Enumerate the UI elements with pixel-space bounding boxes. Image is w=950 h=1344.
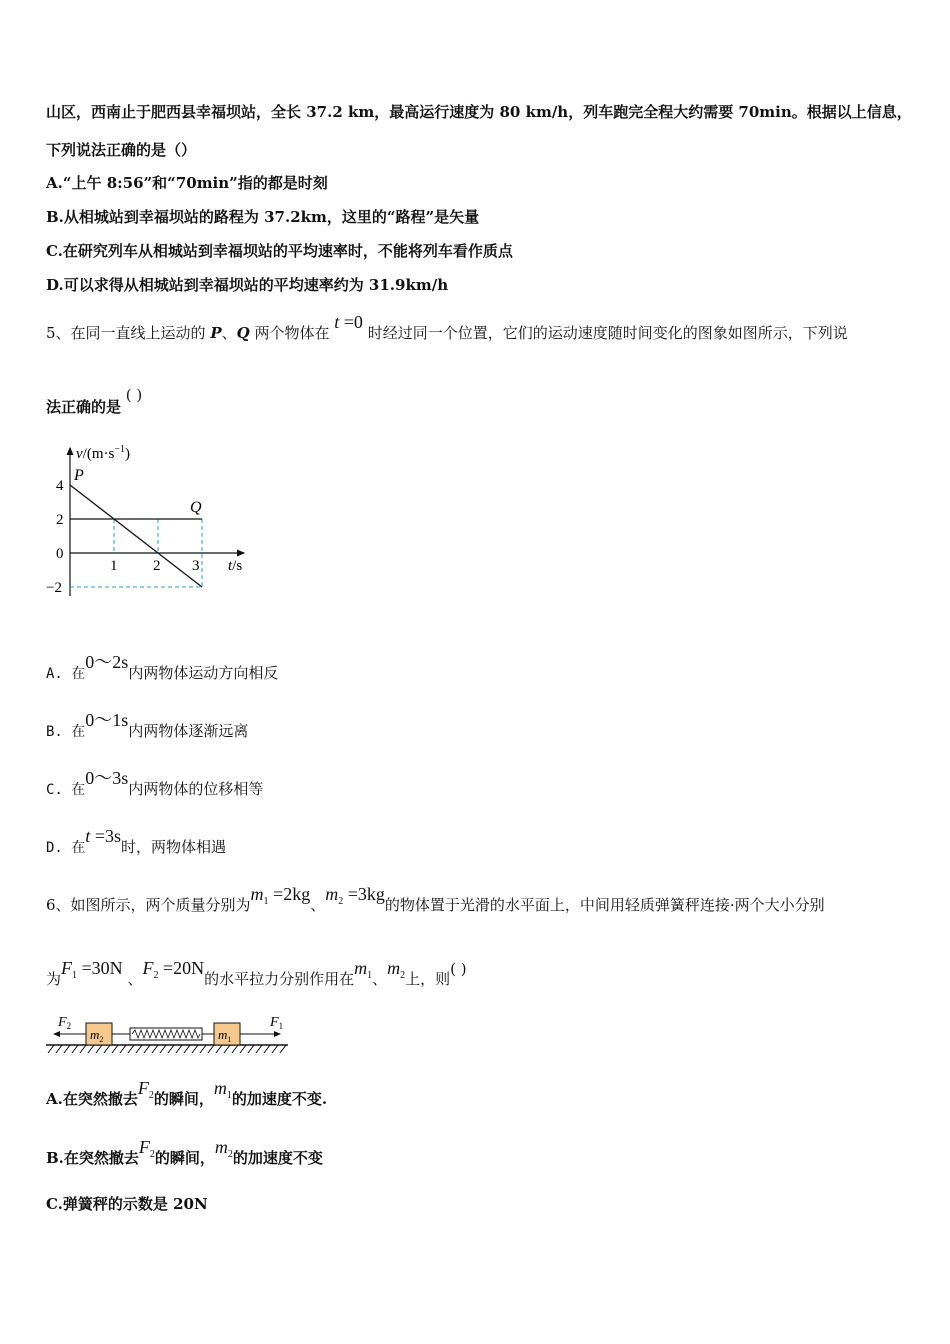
q5-stem-text-c: 时经过同一个位置，它们的运动速度随时间变化的图象如图所示，下列说	[367, 324, 848, 342]
q5-answer-paren: ( )	[125, 386, 143, 404]
x-tick-2: 2	[153, 558, 161, 574]
q4-option-c: C.在研究列车从相城站到幸福坝站的平均速率时，不能将列车看作质点	[46, 242, 513, 260]
graph-label-p: P	[74, 467, 84, 484]
q6-f2-math: $F_2 =20N$	[142, 958, 205, 981]
q4-option-d: D.可以求得从相城站到幸福坝站的平均速率约为 31.9km/h	[46, 276, 449, 294]
ground-hatching	[48, 1045, 286, 1053]
q6-option-c: C.弹簧秤的示数是 20N	[46, 1195, 208, 1213]
x-tick-1: 1	[110, 558, 118, 574]
q5-option-c: C. 在0～3s内两物体的位移相等	[46, 768, 264, 798]
y-tick-2: 2	[56, 512, 64, 528]
q6-option-b: B.在突然撤去$F_2$的瞬间，$m_2$的加速度不变	[46, 1137, 323, 1167]
q5-t0-math: t =0	[334, 312, 363, 332]
y-axis-label: $v/(m\cdot s^{-1})$	[76, 444, 130, 462]
q6-m1-math: $m_1 =2kg$	[250, 884, 311, 907]
q4-option-b: B.从相城站到幸福坝站的路程为 37.2km，这里的“路程”是矢量	[46, 208, 480, 226]
x-axis-label: t/s	[228, 558, 243, 574]
q5-label-p: P	[210, 324, 222, 342]
series-p-line	[70, 485, 202, 587]
q5-stem-line1	[46, 312, 848, 343]
q6-stem-line2: 为$F_1 =30N$ 、$F_2 =20N$的水平拉力分别作用在$m_1$、$m_2$上，则( )	[46, 958, 467, 988]
q5-velocity-graph	[44, 438, 254, 608]
y-tick-4: 4	[56, 478, 64, 494]
block-m2-label: $m_2$	[90, 1027, 104, 1044]
q5-stem-text-d: 法正确的是	[46, 398, 122, 416]
y-tick-0: 0	[56, 546, 64, 562]
q5-option-d: D. 在t =3s时，两物体相遇	[46, 826, 226, 856]
q6-spring-figure	[44, 1010, 294, 1060]
y-tick-minus2: −2	[46, 580, 62, 596]
q6-stem-line1: 6、如图所示，两个质量分别为$m_1 =2kg$、$m_2 =3kg$的物体置于光滑的水平面上，中间用轻质弹簧秤连接·两个大小分别	[46, 884, 825, 914]
q6-option-a: A.在突然撤去$F_2$的瞬间，$m_1$的加速度不变.	[46, 1078, 328, 1108]
q5-stem-line2	[46, 386, 143, 417]
q5-option-b: B. 在0～1s内两物体逐渐远离	[46, 710, 249, 740]
q6-m2-math: $m_2 =3kg$	[325, 884, 385, 907]
q5-option-a: A. 在0～2s内两物体运动方向相反	[46, 652, 279, 682]
graph-label-q: Q	[190, 499, 202, 516]
force-f1-label: $F_1$	[270, 1015, 284, 1031]
q5-label-q: Q	[236, 324, 250, 342]
q5-stem-text-b: 两个物体在	[249, 324, 330, 342]
q5-stem-text-a: 5、在同一直线上运动的	[46, 324, 211, 342]
q4-stem-line1: 山区，西南止于肥西县幸福坝站，全长 37.2 km，最高运行速度为 80 km/h，列车跑完全程大约需要 70min。根据以上信息，	[46, 103, 912, 121]
force-f2-label: $F_2$	[58, 1015, 72, 1031]
q6-f1-math: $F_1 =30N$	[61, 958, 123, 981]
block-m1-label: $m_1$	[218, 1027, 232, 1044]
q4-option-a: A.“上午 8:56”和“70min”指的都是时刻	[46, 174, 328, 192]
q5-separator: 、	[221, 324, 237, 342]
x-tick-3: 3	[192, 558, 200, 574]
q4-stem-line2: 下列说法正确的是（）	[46, 141, 197, 159]
